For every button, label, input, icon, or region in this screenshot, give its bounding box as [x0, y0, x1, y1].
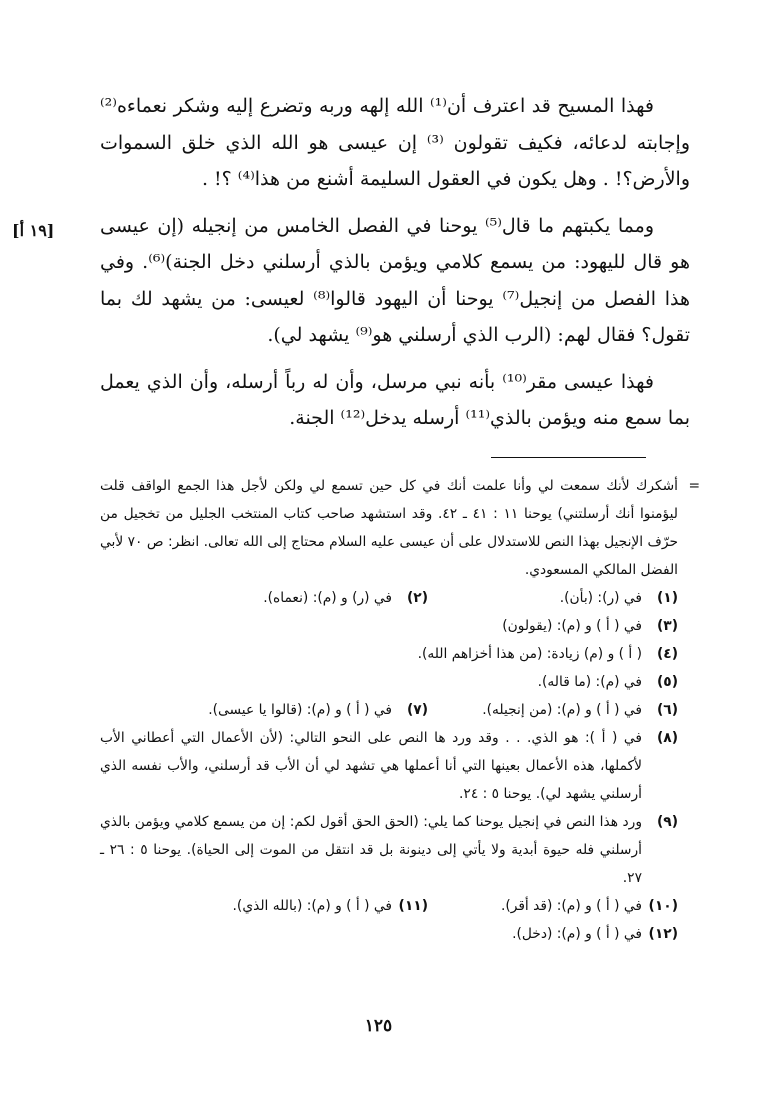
- footnote-number: (٥): [656, 674, 678, 690]
- footnote-item: [100, 668, 678, 696]
- footnote-row: [100, 892, 678, 920]
- footnote-continued: [100, 472, 700, 584]
- paragraph-1: فهذا المسيح قد اعترف أن⁽¹⁾ الله إلهه وربه وتضرع إليه وشكر نعماءه⁽²⁾ وإجابته لدعائه، فكيف تقولون ⁽³⁾ إن عيسى هو الله الذي خلق السموات والأرض؟! . وهل يكون في العقول السليمة أشنع من هذا⁽⁴⁾ ؟! .: [100, 95, 690, 190]
- footnote-item: [263, 584, 428, 612]
- paragraph-3: فهذا عيسى مقر⁽¹⁰⁾ بأنه نبي مرسل، وأن له رباً أرسله، وأن الذي يعمل بما سمع منه ويؤمن بالذي⁽¹¹⁾ أرسله يدخل⁽¹²⁾ الجنة.: [100, 370, 690, 429]
- footnote-number: (٨): [656, 730, 678, 746]
- footnote-item: [233, 892, 428, 920]
- footnote-row: [100, 696, 678, 724]
- footnote-row: [100, 668, 678, 696]
- footnote-continued-text: أشكرك لأنك سمعت لي وأنا علمت أنك في كل حين تسمع لي ولكن لأجل هذا الجمع الواقف قلت ليؤمنوا أنك أرسلتني) يوحنا ١١ : ٤١ ـ ٤٢. وقد استشهد صاحب كتاب المنتخب الجليل من تخجيل من حرّف الإنجيل بهذا النص للاستدلال على أن عيسى عليه السلام محتاج إلى الله تعالى. انظر: ص ٧٠ لأبي الفضل المالكي المسعودي.: [100, 478, 678, 578]
- footnote-number: (٣): [656, 618, 678, 634]
- footnotes: [100, 472, 700, 948]
- footnote-item: [100, 612, 678, 640]
- footnote-number: (٩): [656, 814, 678, 830]
- footnote-text: في ( أ ) و (م): (بالله الذي).: [232, 898, 392, 914]
- footnote-item: [428, 584, 678, 612]
- page-number: ١٢٥: [364, 1016, 393, 1036]
- footnote-number: (١): [656, 590, 678, 606]
- footnote-row: [100, 612, 678, 640]
- footnote-text: في ( أ ): هو الذي. . . وقد ورد ها النص على النحو التالي: (لأن الأعمال التي أعطاني الأب لأكملها، هذه الأعمال بعينها التي أنا أعملها هي تشهد لي أن الأب قد أرسلني، والأب نفسه الذي أرسلني يشهد لي). يوحنا ٥ : ٢٤.: [100, 730, 642, 802]
- paragraph-2: ومما يكبتهم ما قال⁽⁵⁾ يوحنا في الفصل الخامس من إنجيله (إن عيسى هو قال لليهود: من يسمع كلامي ويؤمن بالذي أرسلني دخل الجنة)⁽⁶⁾. وفي هذا الفصل من إنجيل⁽⁷⁾ يوحنا أن اليهود قالوا⁽⁸⁾ لعيسى: من يشهد لك بما تقول؟ فقال لهم: (الرب الذي أرسلني هو⁽⁹⁾ يشهد لي).: [100, 214, 691, 346]
- footnote-item: [100, 724, 678, 808]
- footnote-item: [428, 892, 678, 920]
- footnote-item: [100, 640, 678, 668]
- footnote-item: [428, 696, 678, 724]
- footnote-item: [100, 808, 678, 892]
- footnote-text: في (م): (ما قاله).: [537, 674, 642, 690]
- footnote-text: ( أ ) و (م) زيادة: (من هذا أخزاهم الله).: [417, 646, 642, 662]
- footnote-number: (١٢): [648, 926, 678, 942]
- footnote-text: في ( أ ) و (م): (دخل).: [512, 926, 642, 942]
- footnote-row: [100, 640, 678, 668]
- footnote-number: (٢): [406, 590, 428, 606]
- footnote-separator: [491, 457, 646, 458]
- footnote-row: [100, 724, 678, 808]
- footnote-number: (٤): [656, 646, 678, 662]
- footnote-text: في ( أ ) و (م): (قد أقر).: [500, 898, 642, 914]
- footnote-text: ورد هذا النص في إنجيل يوحنا كما يلي: (الحق الحق أقول لكم: إن من يسمع كلامي ويؤمن بالذي أرسلني فله حيوة أبدية ولا يأتي إلى دينونة بل قد انتقل من الموت إلى الحياة). يوحنا ٥ : ٢٦ ـ ٢٧.: [100, 814, 642, 886]
- footnote-item: [100, 920, 678, 948]
- manuscript-folio-marker: [١٩ أ]: [12, 221, 55, 240]
- footnote-number: (٧): [406, 702, 428, 718]
- footnote-row: [100, 584, 678, 612]
- footnote-text: في ( أ ) و (م): (من إنجيله).: [482, 702, 642, 718]
- footnote-row: [100, 808, 678, 892]
- footnote-row: [100, 920, 678, 948]
- footnote-item: [208, 696, 428, 724]
- footnote-number: (٦): [656, 702, 678, 718]
- footnote-text: في ( أ ) و (م): (يقولون): [502, 618, 642, 634]
- main-text: [100, 88, 690, 447]
- footnote-number: (١١): [398, 898, 428, 914]
- footnote-number: (١٠): [648, 898, 678, 914]
- continuation-mark: =: [688, 478, 700, 494]
- footnote-text: في ( أ ) و (م): (قالوا يا عيسى).: [208, 702, 392, 718]
- footnote-text: في (ر) و (م): (نعماه).: [263, 590, 392, 606]
- footnote-text: في (ر): (بأن).: [559, 590, 642, 606]
